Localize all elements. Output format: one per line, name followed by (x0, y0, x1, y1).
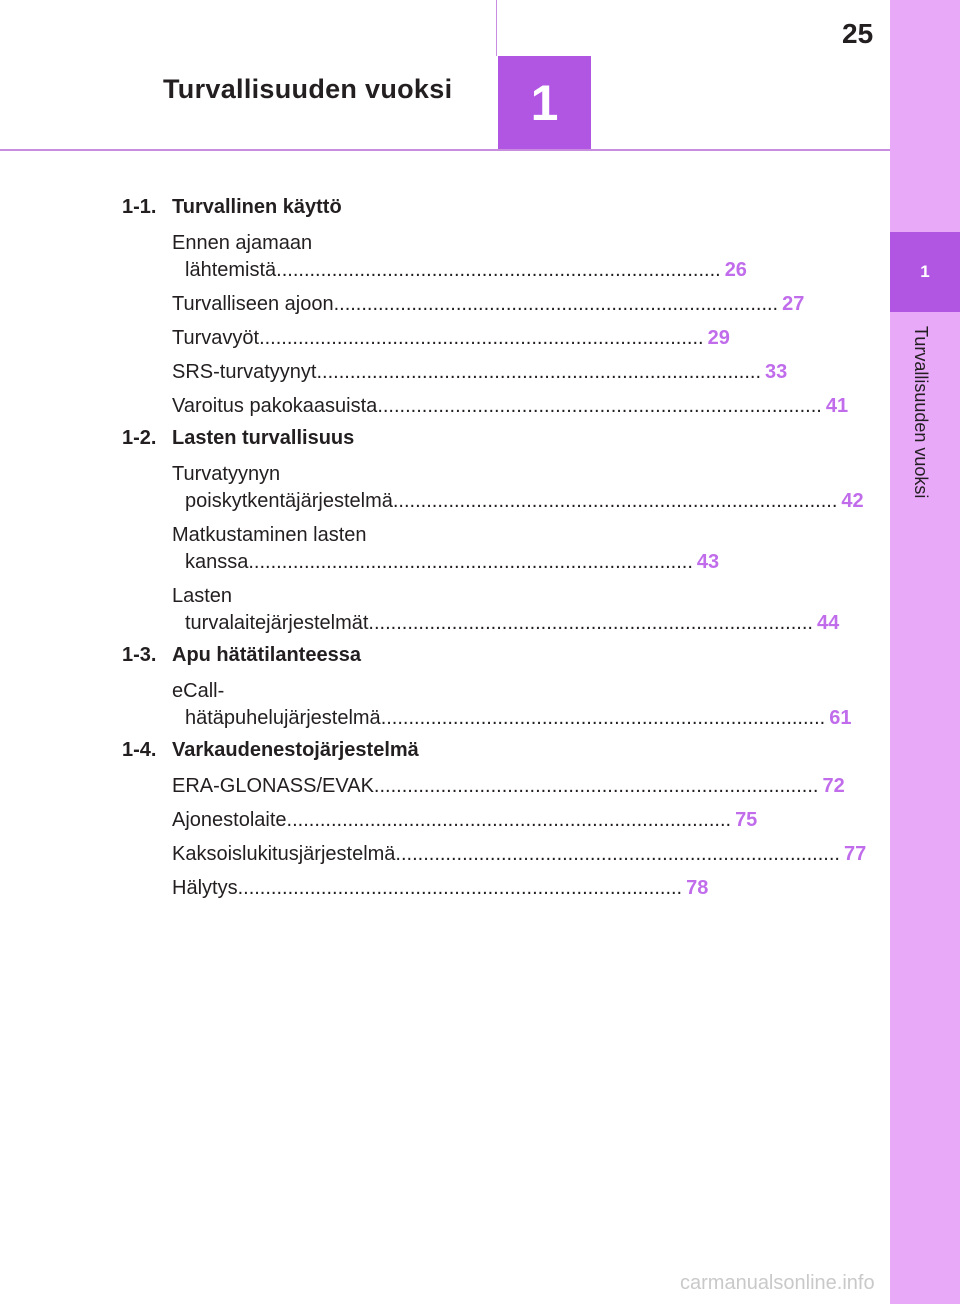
toc-entry-text: turvalaitejärjestelmät (185, 612, 369, 634)
toc-entry-text: Lasten (172, 585, 233, 607)
page-link[interactable]: 77 (843, 843, 867, 865)
toc-entry-line (172, 325, 730, 352)
toc-entry-line (172, 230, 462, 257)
toc-entry-line (172, 841, 867, 868)
toc-entry[interactable] (172, 291, 805, 318)
dot-leader: ................................................................................ (286, 809, 732, 831)
page-link[interactable]: 61 (829, 707, 852, 729)
section-number: 1-3. (122, 644, 157, 666)
dot-leader: ................................................................................ (373, 775, 819, 797)
dot-leader: ................................................................................ (368, 612, 813, 634)
toc-entry-line (172, 549, 720, 576)
dot-leader: ................................................................................ (248, 551, 693, 573)
toc-entry-line (172, 583, 462, 610)
toc-entry-line (172, 488, 864, 515)
toc-entry-text: Hälytys (172, 877, 238, 899)
toc-entry-text: poiskytkentäjärjestelmä (185, 490, 393, 512)
header-rule (0, 149, 890, 151)
page-link[interactable]: 43 (696, 551, 720, 573)
watermark: carmanualsonline.info (680, 1272, 875, 1294)
toc-entry-text: Turvavyöt (172, 327, 260, 349)
page-link[interactable]: 72 (822, 775, 845, 797)
toc-entry[interactable] (172, 773, 845, 800)
dot-leader: ................................................................................ (395, 843, 840, 865)
toc-entry[interactable] (172, 230, 747, 284)
toc-entry-text: Turvalliseen ajoon (172, 293, 334, 315)
dot-leader: ................................................................................ (392, 490, 838, 512)
dot-leader: ................................................................................ (276, 259, 721, 281)
toc-entry-line (172, 610, 840, 637)
toc-entry-line (172, 257, 747, 284)
side-chapter-tab[interactable]: 1 (890, 232, 960, 312)
toc-entry-line (172, 773, 845, 800)
side-thumb-strip (890, 0, 960, 1304)
section-title: Varkaudenestojärjestelmä (172, 739, 419, 761)
section-number: 1-2. (122, 427, 157, 449)
page-link[interactable]: 33 (765, 361, 788, 383)
toc-entry-text: Varoitus pakokaasuista (172, 395, 378, 417)
page-link[interactable]: 75 (735, 809, 758, 831)
toc-entry[interactable] (172, 875, 709, 902)
toc-entry-line (172, 522, 462, 549)
toc-entry-text: eCall- (172, 680, 225, 702)
section-number: 1-1. (122, 196, 157, 218)
section-number: 1-4. (122, 739, 157, 761)
toc-entry-text: hätäpuhelujärjestelmä (185, 707, 381, 729)
toc-entry[interactable] (172, 583, 840, 637)
toc-entry-line (172, 678, 462, 705)
chapter-title: Turvallisuuden vuoksi (163, 74, 453, 104)
toc-entry-line (172, 393, 849, 420)
page-link[interactable]: 26 (724, 259, 747, 281)
dot-leader: ................................................................................ (316, 361, 762, 383)
chapter-number-box: 1 (498, 56, 591, 149)
toc-section-heading (122, 427, 462, 450)
toc-entry-line (172, 875, 709, 902)
toc-entry[interactable] (172, 359, 788, 386)
section-title: Apu hätätilanteessa (172, 644, 361, 666)
toc-entry-line (172, 291, 805, 318)
table-of-contents (122, 196, 867, 909)
dot-leader: ................................................................................ (333, 293, 779, 315)
toc-entry-text: lähtemistä (185, 259, 277, 281)
toc-section-heading (122, 644, 462, 667)
toc-entry-line (172, 359, 788, 386)
toc-entry[interactable] (172, 841, 867, 868)
dot-leader: ................................................................................ (259, 327, 704, 349)
page-link[interactable]: 78 (686, 877, 709, 899)
toc-entry[interactable] (172, 807, 758, 834)
toc-entry-text: SRS-turvatyynyt (172, 361, 317, 383)
section-title: Lasten turvallisuus (172, 427, 355, 449)
toc-entry[interactable] (172, 678, 852, 732)
side-chapter-label: Turvallisuuden vuoksi (911, 326, 931, 499)
toc-entry-text: ERA-GLONASS/EVAK (172, 775, 374, 797)
page-number: 25 (842, 18, 874, 49)
page-link[interactable]: 27 (782, 293, 805, 315)
header-divider-vertical (496, 0, 497, 56)
toc-entry[interactable] (172, 461, 864, 515)
toc-entry[interactable] (172, 325, 730, 352)
dot-leader: ................................................................................ (380, 707, 826, 729)
toc-section-heading (122, 739, 462, 762)
dot-leader: ................................................................................ (377, 395, 822, 417)
page-link[interactable]: 42 (841, 490, 864, 512)
toc-entry-text: Ennen ajamaan (172, 232, 313, 254)
toc-entry[interactable] (172, 522, 720, 576)
dot-leader: ................................................................................ (237, 877, 683, 899)
toc-entry-text: kanssa (185, 551, 249, 573)
toc-entry-line (172, 705, 852, 732)
toc-entry-text: Matkustaminen lasten (172, 524, 367, 546)
toc-entry-text: Kaksoislukitusjärjestelmä (172, 843, 396, 865)
page-link[interactable]: 41 (825, 395, 849, 417)
toc-entry[interactable] (172, 393, 849, 420)
toc-entry-text: Ajonestolaite (172, 809, 287, 831)
toc-entry-text: Turvatyynyn (172, 463, 281, 485)
page-link[interactable]: 44 (816, 612, 840, 634)
toc-entry-line (172, 807, 758, 834)
page-link[interactable]: 29 (707, 327, 730, 349)
toc-entry-line (172, 461, 462, 488)
section-title: Turvallinen käyttö (172, 196, 342, 218)
toc-section-heading (122, 196, 462, 219)
